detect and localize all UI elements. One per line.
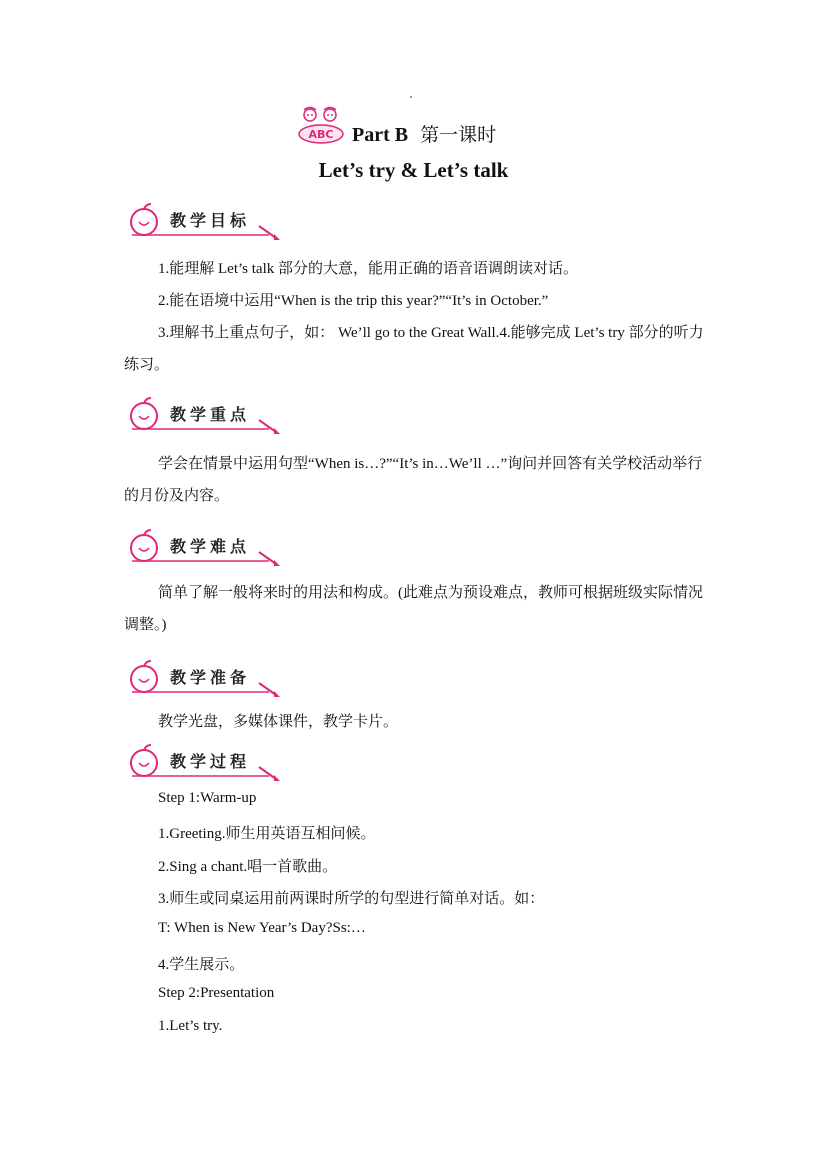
lesson-subtitle: Let’s try & Let’s talk bbox=[318, 158, 509, 182]
section-heading-preparation bbox=[124, 659, 284, 699]
process-line: Step 1:Warm-up bbox=[158, 790, 257, 806]
part-label: Part B bbox=[352, 124, 409, 146]
lesson-title bbox=[352, 120, 496, 147]
process-line: 4.学生展示。 bbox=[158, 957, 245, 973]
section-heading-text: 教学难点 bbox=[170, 537, 251, 556]
svg-text:ABC: ABC bbox=[308, 128, 334, 141]
lesson-label: 第一课时 bbox=[420, 124, 497, 146]
difficulties-text: 简单了解一般将来时的用法和构成。(此难点为预设难点，教师可根据班级实际情况调整。) bbox=[124, 585, 703, 633]
section-heading-goals bbox=[124, 202, 284, 242]
abc-kids-logo-icon bbox=[296, 106, 350, 146]
section-heading-key-points bbox=[124, 396, 284, 436]
section-heading-text: 教学目标 bbox=[170, 211, 251, 230]
section-heading-difficulties bbox=[124, 528, 284, 568]
key-points-text: 学会在情景中运用句型“When is…?”“It’s in…We’ll …”询问并回答有关学校活动举行的月份及内容。 bbox=[124, 456, 703, 504]
process-line: 1.Let’s try. bbox=[158, 1018, 223, 1034]
goal-item: 3.理解书上重点句子，如： We’ll go to the Great Wall.4.能够完成 Let’s try 部分的听力练习。 bbox=[124, 325, 704, 373]
stray-dot bbox=[410, 96, 412, 98]
preparation-text: 教学光盘，多媒体课件，教学卡片。 bbox=[158, 714, 399, 730]
goal-item: 1.能理解 Let’s talk 部分的大意，能用正确的语音语调朗读对话。 bbox=[158, 261, 578, 277]
key-points-text-block bbox=[124, 448, 704, 512]
preparation-text-block bbox=[124, 706, 704, 738]
process-line: 2.Sing a chant.唱一首歌曲。 bbox=[158, 859, 338, 875]
process-line: 3.师生或同桌运用前两课时所学的句型进行简单对话。如： bbox=[158, 891, 545, 907]
goals-list bbox=[124, 253, 704, 381]
process-line: Step 2:Presentation bbox=[158, 985, 275, 1001]
process-line: T: When is New Year’s Day?Ss:… bbox=[158, 920, 366, 936]
section-heading-text: 教学过程 bbox=[170, 752, 251, 771]
difficulties-text-block bbox=[124, 577, 704, 641]
section-heading-text: 教学准备 bbox=[170, 668, 251, 687]
goal-item: 2.能在语境中运用“When is the trip this year?”“It’s in October.” bbox=[158, 293, 549, 309]
section-heading-process bbox=[124, 743, 284, 783]
section-heading-text: 教学重点 bbox=[170, 405, 251, 424]
process-line: 1.Greeting.师生用英语互相问候。 bbox=[158, 826, 376, 842]
